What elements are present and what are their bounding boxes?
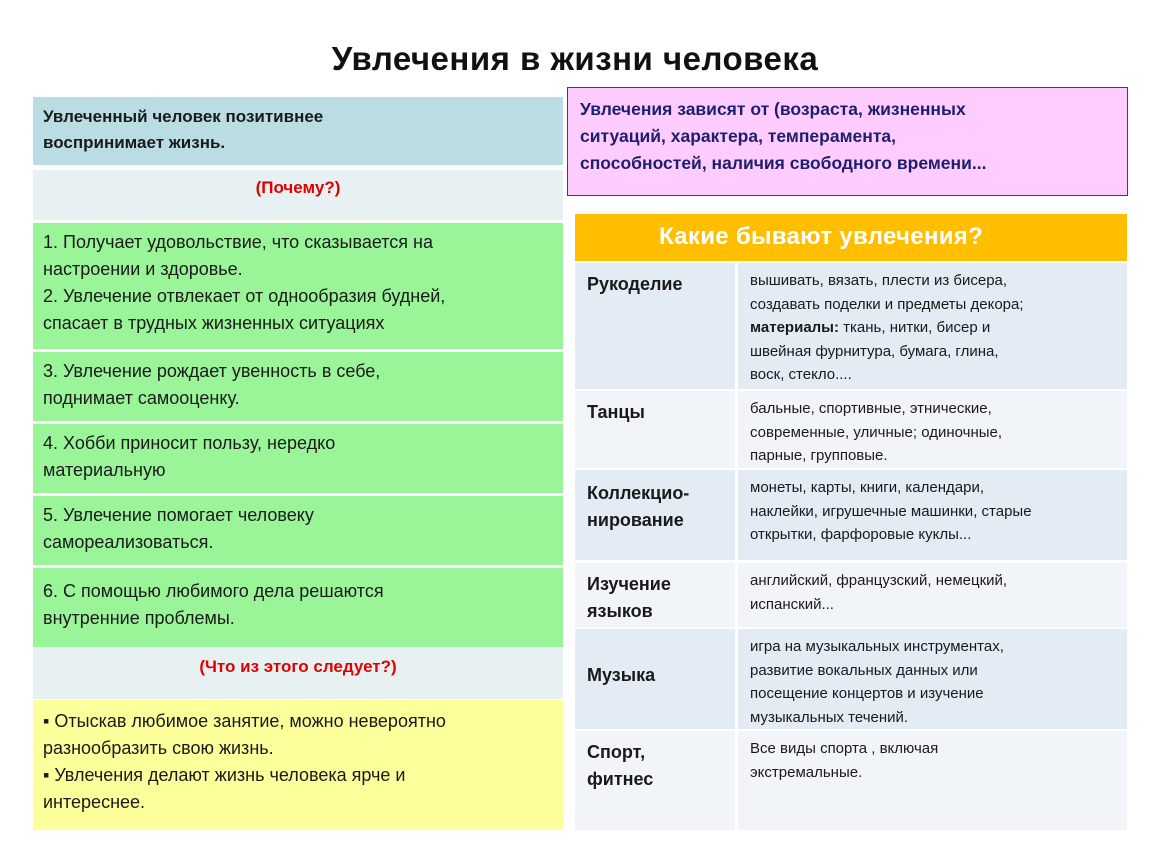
reason-line: 3. Увлечение рождает увенность в себе, bbox=[43, 361, 381, 381]
reason-line: 6. С помощью любимого дела решаются bbox=[43, 581, 384, 601]
hobby-description bbox=[738, 470, 1127, 560]
hobby-name-line: Рукоделие bbox=[587, 274, 683, 294]
desc-line: воск, стекло.... bbox=[750, 366, 852, 383]
desc-line: наклейки, игрушечные машинки, старые bbox=[750, 502, 1032, 520]
desc-line: экстремальные. bbox=[750, 763, 863, 781]
intro-line: Увлеченный человек позитивнее bbox=[43, 107, 324, 126]
reason-line: внутренние проблемы. bbox=[43, 608, 235, 628]
materials-text: ткань, нитки, бисер и bbox=[839, 319, 991, 336]
reason-line: настроении и здоровье. bbox=[43, 259, 243, 279]
desc-line bbox=[750, 316, 1115, 340]
conclusion-line: ▪ Увлечения делают жизнь человека ярче и bbox=[43, 765, 406, 785]
hobby-name bbox=[575, 563, 735, 627]
why-question: (Почему?) bbox=[33, 170, 563, 220]
note-line: Увлечения зависят от (возраста, жизненных bbox=[580, 99, 966, 119]
desc-line: создавать поделки и предметы декора; bbox=[750, 295, 1024, 313]
desc-line: открытки, фарфоровые куклы... bbox=[750, 526, 972, 543]
conclusion-line: ▪ Отыскав любимое занятие, можно невероятно bbox=[43, 711, 446, 731]
conclusion-line: разнообразить свою жизнь. bbox=[43, 738, 274, 758]
hobby-name-line: Изучение bbox=[587, 574, 671, 594]
follows-question: (Что из этого следует?) bbox=[33, 647, 563, 699]
hobby-description bbox=[738, 629, 1127, 729]
hobby-name-line: Танцы bbox=[587, 402, 645, 422]
reason-block-4 bbox=[33, 496, 563, 565]
intro-statement bbox=[33, 97, 563, 165]
hobby-name bbox=[575, 391, 735, 468]
note-line: способностей, наличия свободного времени... bbox=[580, 153, 987, 173]
table-row bbox=[575, 263, 1127, 389]
hobby-description bbox=[738, 563, 1127, 627]
reason-line: самореализоваться. bbox=[43, 532, 214, 552]
hobby-name-line: нирование bbox=[587, 510, 684, 530]
hobby-description bbox=[738, 391, 1127, 468]
desc-line: монеты, карты, книги, календари, bbox=[750, 479, 985, 496]
conclusions-block bbox=[33, 700, 563, 830]
hobby-name-line: Коллекцио- bbox=[587, 483, 690, 503]
table-row bbox=[575, 470, 1127, 560]
desc-line: посещение концертов и изучение bbox=[750, 685, 984, 702]
hobby-name bbox=[575, 629, 735, 729]
desc-line: швейная фурнитура, бумага, глина, bbox=[750, 342, 999, 360]
materials-label: материалы: bbox=[750, 319, 839, 336]
desc-line: испанский... bbox=[750, 595, 834, 613]
table-row bbox=[575, 563, 1127, 627]
hobby-name-line: фитнес bbox=[587, 769, 654, 789]
desc-line: современные, уличные; одиночные, bbox=[750, 423, 1003, 441]
hobbies-table-header: Какие бывают увлечения? bbox=[575, 214, 1127, 261]
desc-line: вышивать, вязать, плести из бисера, bbox=[750, 272, 1008, 289]
note-line: ситуаций, характера, темперамента, bbox=[580, 126, 896, 146]
hobby-name-line: Спорт, bbox=[587, 742, 646, 762]
page-title: Увлечения в жизни человека bbox=[331, 40, 819, 77]
hobby-description bbox=[738, 263, 1127, 389]
hobby-name bbox=[575, 263, 735, 389]
dependencies-note bbox=[567, 87, 1128, 196]
desc-line: игра на музыкальных инструментах, bbox=[750, 638, 1004, 655]
reason-line: 1. Получает удовольствие, что сказывается на bbox=[43, 232, 433, 252]
reason-block-3 bbox=[33, 424, 563, 493]
reason-block-1 bbox=[33, 223, 563, 349]
table-row bbox=[575, 731, 1127, 830]
reason-line: спасает в трудных жизненных ситуациях bbox=[43, 313, 385, 333]
intro-line: воспринимает жизнь. bbox=[43, 133, 226, 152]
reason-block-2 bbox=[33, 352, 563, 421]
desc-line: Все виды спорта , включая bbox=[750, 740, 939, 757]
reason-block-5 bbox=[33, 568, 563, 647]
reason-line: 4. Хобби приносит пользу, нередко bbox=[43, 433, 336, 453]
reason-line: поднимает самооценку. bbox=[43, 388, 240, 408]
table-row bbox=[575, 391, 1127, 468]
desc-line: парные, групповые. bbox=[750, 447, 888, 464]
reason-line: материальную bbox=[43, 460, 166, 480]
reason-line: 5. Увлечение помогает человеку bbox=[43, 505, 314, 525]
table-row bbox=[575, 629, 1127, 729]
desc-line: развитие вокальных данных или bbox=[750, 661, 978, 679]
hobby-name bbox=[575, 470, 735, 560]
hobby-description bbox=[738, 731, 1127, 830]
hobby-name-line: языков bbox=[587, 601, 653, 621]
desc-line: английский, французский, немецкий, bbox=[750, 572, 1008, 589]
desc-line: музыкальных течений. bbox=[750, 708, 909, 726]
desc-line: бальные, спортивные, этнические, bbox=[750, 400, 992, 417]
conclusion-line: интереснее. bbox=[43, 792, 146, 812]
hobby-name bbox=[575, 731, 735, 830]
reason-line: 2. Увлечение отвлекает от однообразия будней, bbox=[43, 286, 446, 306]
hobby-name-line: Музыка bbox=[587, 665, 656, 685]
